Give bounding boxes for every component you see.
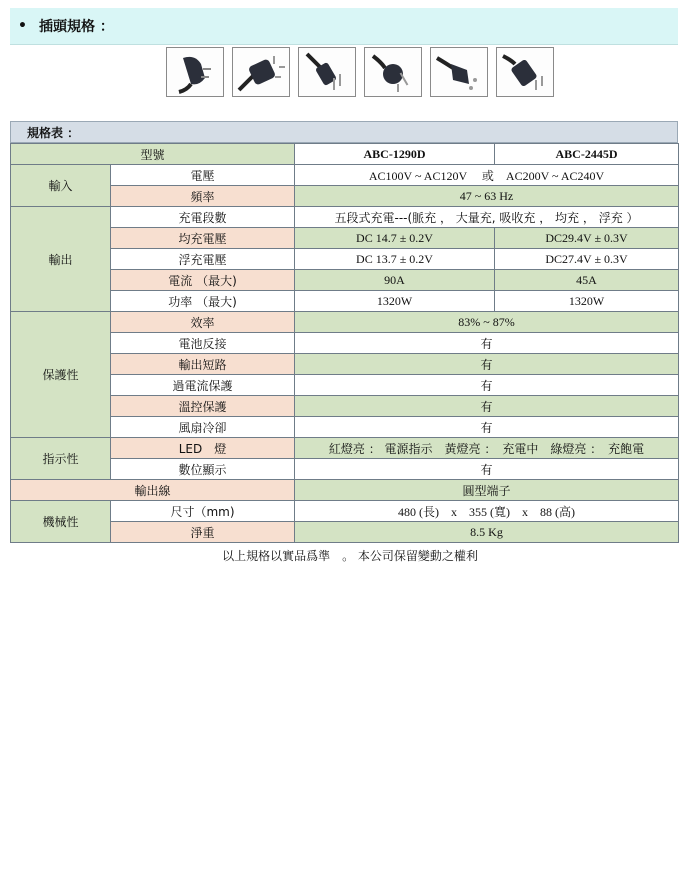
equalize-a: DC 14.7 ± 0.2V [295,228,495,249]
plug-type-b-angled-icon [496,47,554,97]
group-indicator: 指示性 [11,438,111,480]
float-b: DC27.4V ± 0.3V [495,249,679,270]
plug-spec-header [10,8,678,45]
led-label: LED 燈 [111,438,295,459]
bullet: • [18,18,27,34]
table-row [11,186,679,207]
short-value: 有 [295,354,679,375]
cable-value: 圓型端子 [295,480,679,501]
voltage-value: AC100V ~ AC120V 或 AC200V ~ AC240V [295,165,679,186]
table-row [11,459,679,480]
spec-table [10,143,679,543]
thermal-value: 有 [295,396,679,417]
group-protection: 保護性 [11,312,111,438]
table-row [11,501,679,522]
table-row [11,480,679,501]
table-row [11,438,679,459]
table-row [11,417,679,438]
overcurrent-value: 有 [295,375,679,396]
model-label: 型號 [11,144,295,165]
table-row [11,333,679,354]
stages-value: 五段式充電---(脈充 ， 大量充, 吸收充 ， 均充 ， 浮充 ） [295,207,679,228]
plug-type-f-icon [166,47,224,97]
weight-label: 淨重 [111,522,295,543]
table-row [11,228,679,249]
group-output: 輸出 [11,207,111,312]
current-label: 電流 （最大) [111,270,295,291]
equalize-b: DC29.4V ± 0.3V [495,228,679,249]
table-row [11,270,679,291]
voltage-label: 電壓 [111,165,295,186]
plug-spec-title: 插頭規格 ： [38,19,114,35]
float-label: 浮充電壓 [111,249,295,270]
plug-type-d-icon [430,47,488,97]
plug-type-g-icon [232,47,290,97]
thermal-label: 溫控保護 [111,396,295,417]
current-b: 45A [495,270,679,291]
frequency-value: 47 ~ 63 Hz [295,186,679,207]
fan-label: 風扇冷卻 [111,417,295,438]
display-label: 數位顯示 [111,459,295,480]
table-row [11,165,679,186]
stages-label: 充電段數 [111,207,295,228]
equalize-label: 均充電壓 [111,228,295,249]
display-value: 有 [295,459,679,480]
group-input: 輸入 [11,165,111,207]
power-b: 1320W [495,291,679,312]
efficiency-value: 83% ~ 87% [295,312,679,333]
cable-label: 輸出線 [11,480,295,501]
power-a: 1320W [295,291,495,312]
overcurrent-label: 過電流保護 [111,375,295,396]
footer-note: 以上規格以實品爲準 。 本公司保留變動之權利 [222,549,478,563]
power-label: 功率 （最大) [111,291,295,312]
group-mechanical: 機械性 [11,501,111,543]
size-label: 尺寸（mm) [111,501,295,522]
table-row [11,522,679,543]
table-row [11,312,679,333]
frequency-label: 頻率 [111,186,295,207]
table-row [11,291,679,312]
plug-gallery [166,47,554,97]
spec-table-title: 規格表 ： [10,121,678,143]
current-a: 90A [295,270,495,291]
table-row [11,375,679,396]
plug-type-i-icon [364,47,422,97]
float-a: DC 13.7 ± 0.2V [295,249,495,270]
efficiency-label: 效率 [111,312,295,333]
weight-value: 8.5 Kg [295,522,679,543]
fan-value: 有 [295,417,679,438]
table-row [11,144,679,165]
reverse-label: 電池反接 [111,333,295,354]
table-row [11,249,679,270]
size-value: 480 (長) x 355 (寬) x 88 (高) [295,501,679,522]
model-b: ABC-2445D [495,144,679,165]
table-row [11,354,679,375]
table-row [11,207,679,228]
plug-type-b-icon [298,47,356,97]
reverse-value: 有 [295,333,679,354]
led-value: 紅燈亮 ： 電源指示 黃燈亮 ： 充電中 綠燈亮 ： 充飽電 [295,438,679,459]
table-row [11,396,679,417]
short-label: 輸出短路 [111,354,295,375]
model-a: ABC-1290D [295,144,495,165]
